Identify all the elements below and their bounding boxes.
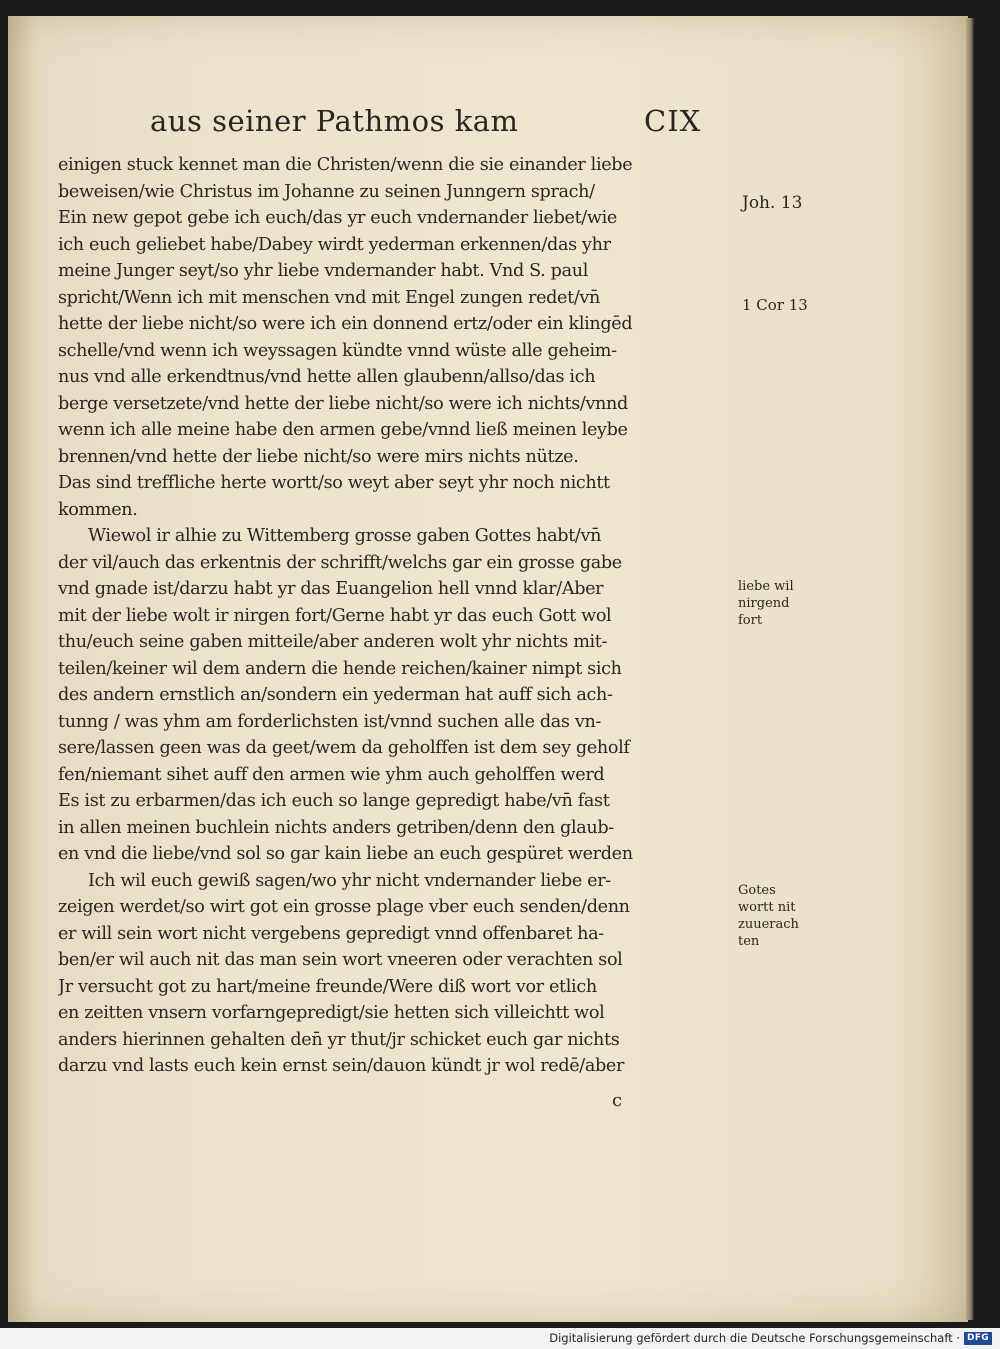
text-line: teilen/keiner wil dem andern die hende reichen/kainer nimpt sich	[58, 658, 622, 679]
text-line: fen/niemant sihet auff den armen wie yhm auch geholffen werd	[58, 764, 605, 785]
text-line: der vil/auch das erkentnis der schrifft/welchs gar ein grosse gabe	[58, 552, 622, 573]
text-line: tunng / was yhm am forderlichsten ist/vnnd suchen alle das vn-	[58, 711, 602, 732]
text-line: brennen/vnd hette der liebe nicht/so were mirs nichts nütze.	[58, 446, 579, 467]
text-line: spricht/Wenn ich mit menschen vnd mit Engel zungen redet/vn̄	[58, 287, 600, 308]
text-line: en vnd die liebe/vnd sol so gar kain liebe an euch gespüret werden	[58, 844, 633, 864]
text-line: des andern ernstlich an/sondern ein yederman hat auff sich ach-	[58, 685, 613, 705]
text-line: darzu vnd lasts euch kein ernst sein/dauon kündt jr wol redē/aber	[58, 1056, 625, 1076]
text-line: in allen meinen buchlein nichts anders getriben/denn den glaub-	[58, 817, 614, 838]
marginal-note-line: fort	[738, 613, 763, 628]
text-line: Jr versucht got zu hart/meine freunde/Were diß wort vor etlich	[58, 976, 597, 997]
marginal-note-joh	[742, 194, 802, 212]
text-line: berge versetzete/vnd hette der liebe nicht/so were ich nichts/vnnd	[58, 393, 628, 414]
body-text	[58, 152, 730, 1080]
dfg-logo: DFG	[964, 1332, 992, 1345]
signature-mark: c	[612, 1090, 623, 1111]
text-line: ich euch geliebet habe/Dabey wirdt yederman erkennen/das yhr	[58, 234, 611, 255]
marginal-note-line: 1 Cor 13	[742, 296, 808, 314]
page-edge	[966, 18, 974, 1320]
folio-number: CIX	[644, 104, 702, 138]
text-line: anders hierinnen gehalten den̄ yr thut/jr schicket euch gar nichts	[58, 1029, 620, 1050]
marginal-note-gotes	[738, 882, 799, 950]
text-line: zeigen werdet/so wirt got ein grosse plage vber euch senden/denn	[58, 897, 630, 917]
marginal-note-line: Joh. 13	[742, 193, 803, 213]
funding-credit: Digitalisierung gefördert durch die Deutsche Forschungsgemeinschaft ·	[549, 1331, 960, 1345]
text-line: vnd gnade ist/darzu habt yr das Euangelion hell vnnd klar/Aber	[58, 579, 604, 599]
marginal-note-line: ten	[738, 934, 760, 949]
text-line: er will sein wort nicht vergebens gepredigt vnnd offenbaret ha-	[58, 923, 604, 944]
text-line: Es ist zu erbarmen/das ich euch so lange gepredigt habe/vn̄ fast	[58, 791, 610, 811]
marginal-note-line: zuuerach	[738, 917, 799, 932]
text-line: meine Junger seyt/so yhr liebe vndernander habt. Vnd S. paul	[58, 261, 588, 281]
marginal-note-line: nirgend	[738, 596, 790, 611]
text-line: schelle/vnd wenn ich weyssagen kündte vnnd wüste alle geheim-	[58, 340, 617, 361]
text-line: beweisen/wie Christus im Johanne zu seinen Junngern sprach/	[58, 181, 595, 202]
paragraph-start-line: Wiewol ir alhie zu Wittemberg grosse gaben Gottes habt/vn̄	[88, 526, 602, 546]
text-line: thu/euch seine gaben mitteile/aber anderen wolt yhr nichts mit-	[58, 632, 608, 652]
paragraph-start-line: Ich wil euch gewiß sagen/wo yhr nicht vndernander liebe er-	[88, 870, 611, 891]
text-line: nus vnd alle erkendtnus/vnd hette allen glaubenn/allso/das ich	[58, 367, 596, 387]
text-line: hette der liebe nicht/so were ich ein donnend ertz/oder ein klingēd	[58, 314, 633, 334]
text-line: wenn ich alle meine habe den armen gebe/vnnd ließ meinen leybe	[58, 420, 628, 440]
marginal-note-line: Gotes	[738, 883, 776, 898]
text-line: mit der liebe wolt ir nirgen fort/Gerne habt yr das euch Gott wol	[58, 605, 612, 626]
marginal-note-liebe	[738, 578, 794, 629]
text-line: einigen stuck kennet man die Christen/wenn die sie einander liebe	[58, 155, 633, 175]
text-line: sere/lassen geen was da geet/wem da geholffen ist dem sey geholf	[58, 738, 630, 758]
running-title: aus seiner Pathmos kam	[150, 104, 519, 138]
text-line: Ein new gepot gebe ich euch/das yr euch vndernander liebet/wie	[58, 208, 617, 228]
marginal-note-line: wortt nit	[738, 900, 796, 915]
footer-bar	[0, 1328, 1000, 1349]
text-line: ben/er wil auch nit das man sein wort vneeren oder verachten sol	[58, 950, 623, 970]
marginal-note-cor	[742, 296, 808, 314]
text-line: kommen.	[58, 499, 138, 520]
text-line: Das sind treffliche herte wortt/so weyt aber seyt yhr noch nichtt	[58, 473, 610, 493]
text-line: en zeitten vnsern vorfarngepredigt/sie hetten sich villeichtt wol	[58, 1003, 605, 1023]
marginal-note-line: liebe wil	[738, 579, 794, 594]
